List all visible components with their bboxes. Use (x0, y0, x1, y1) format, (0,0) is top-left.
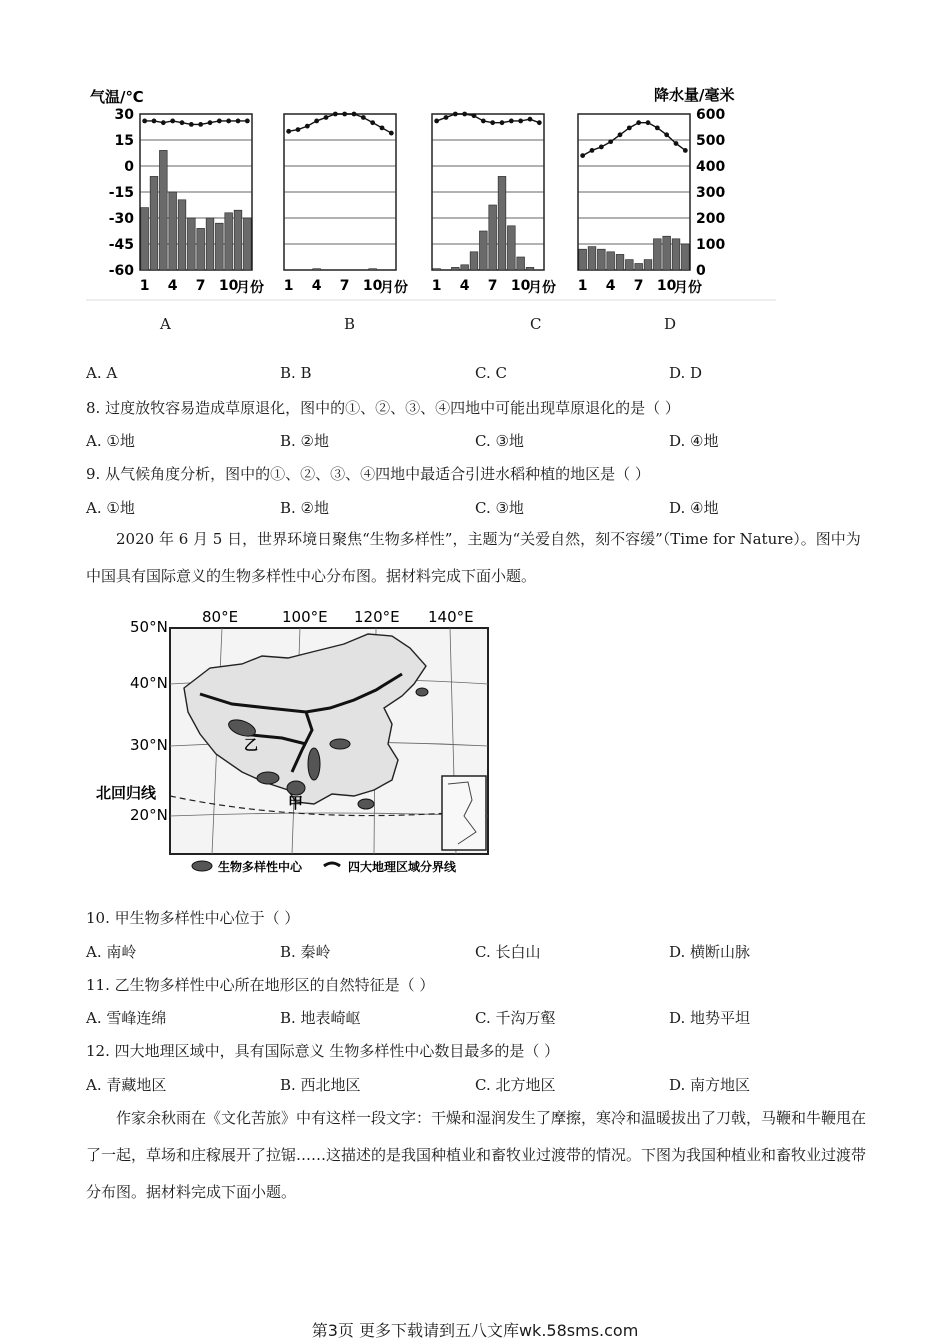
q10-option-d[interactable]: D. 横断山脉 (669, 943, 751, 961)
q9-option-d[interactable]: D. ④地 (669, 499, 719, 517)
temp-tick-label: 15 (114, 133, 134, 149)
precip-bar (579, 249, 587, 270)
south-china-sea-inset (442, 776, 486, 850)
precip-bar (625, 260, 633, 270)
temperature-point (599, 145, 604, 150)
precip-tick-label: 100 (696, 237, 726, 253)
precip-bar (169, 192, 177, 270)
month-tick-label: 7 (195, 278, 206, 294)
temperature-point (342, 112, 347, 117)
q11-option-b[interactable]: B. 地表崎岖 (280, 1009, 361, 1027)
q12-option-b[interactable]: B. 西北地区 (280, 1076, 361, 1094)
precip-bar (526, 267, 534, 270)
precip-bar (653, 239, 661, 270)
climate-chart-a (140, 114, 264, 296)
q9-option-a[interactable]: A. ①地 (86, 499, 135, 517)
precip-bar (243, 218, 251, 270)
q11-option-d[interactable]: D. 地势平坦 (669, 1009, 751, 1027)
lat-label-30n: 30°N (130, 736, 168, 754)
biodiversity-center (416, 688, 428, 696)
map-label-yi: 乙 (244, 738, 258, 754)
month-unit-label: 月份 (380, 280, 408, 296)
precip-bar (433, 269, 441, 270)
temperature-point (180, 120, 185, 125)
precip-bar (588, 247, 596, 270)
precip-bar (517, 257, 525, 270)
temperature-point (664, 132, 669, 137)
precip-bar (672, 239, 680, 270)
temperature-point (683, 148, 688, 153)
chart-label-b: B (344, 315, 356, 333)
q12-option-d[interactable]: D. 南方地区 (669, 1076, 751, 1094)
temperature-point (142, 119, 147, 124)
temp-tick-label: -60 (108, 263, 134, 279)
precip-bar (461, 265, 469, 270)
precip-bar (187, 218, 195, 270)
temperature-point (352, 112, 357, 117)
passage-biodiversity: 2020 年 6 月 5 日，世界环境日聚焦“生物多样性”，主题为“关爱自然，刻不容缓”（Time for Nature）。图中为中国具有国际意义的生物多样性中心分布图。据材料完成下面小题。 (86, 530, 861, 585)
temperature-point (286, 129, 291, 134)
month-tick-label: 7 (633, 278, 644, 294)
biodiversity-center (330, 739, 350, 749)
lat-label-40n: 40°N (130, 674, 168, 692)
month-tick-label: 1 (577, 278, 588, 294)
temperature-point (500, 120, 505, 125)
q7-option-b[interactable]: B. B (280, 364, 312, 382)
q9-option-c[interactable]: C. ③地 (475, 499, 524, 517)
lon-label-140e: 140°E (428, 608, 474, 626)
temp-tick-label: -30 (108, 211, 134, 227)
temperature-point (226, 119, 231, 124)
q10-option-c[interactable]: C. 长白山 (475, 943, 541, 961)
temperature-point (161, 120, 166, 125)
biodiversity-map (92, 604, 502, 876)
temperature-point (509, 119, 514, 124)
temperature-point (170, 119, 175, 124)
month-tick-label: 1 (283, 278, 294, 294)
precip-bar (616, 254, 624, 270)
month-tick-label: 4 (167, 278, 178, 294)
temperature-point (627, 125, 632, 130)
temp-tick-label: 30 (114, 107, 134, 123)
temp-tick-label: -45 (108, 237, 134, 253)
precip-bar (141, 208, 149, 270)
lat-label-50n: 50°N (130, 618, 168, 636)
q9-option-b[interactable]: B. ②地 (280, 499, 330, 517)
precip-bar (635, 264, 643, 271)
temp-tick-label: -15 (108, 185, 134, 201)
q8-option-c[interactable]: C. ③地 (475, 432, 524, 450)
q11-option-c[interactable]: C. 千沟万壑 (475, 1009, 556, 1027)
precip-bar (225, 213, 233, 270)
temperature-point (518, 119, 523, 124)
precip-bar (215, 223, 223, 270)
temperature-point (590, 148, 595, 153)
lat-label-20n: 20°N (130, 806, 168, 824)
biodiversity-center (308, 748, 320, 780)
month-unit-label: 月份 (674, 280, 702, 296)
precip-bar (663, 236, 671, 270)
temperature-point (674, 141, 679, 146)
month-tick-label: 10 (510, 278, 531, 294)
temperature-point (472, 113, 477, 118)
q7-option-c[interactable]: C. C (475, 364, 507, 382)
precip-tick-label: 0 (696, 263, 706, 279)
month-tick-label: 1 (139, 278, 150, 294)
temp-tick-label: 0 (124, 159, 134, 175)
precip-tick-label: 400 (696, 159, 726, 175)
precip-bar (234, 210, 242, 270)
q12-option-c[interactable]: C. 北方地区 (475, 1076, 556, 1094)
q12-option-a[interactable]: A. 青藏地区 (86, 1076, 167, 1094)
temperature-point (655, 125, 660, 130)
climate-chart-b (284, 112, 408, 296)
temperature-point (618, 132, 623, 137)
temperature-point (361, 115, 366, 120)
q9-stem: 9. 从气候角度分析，图中的①、②、③、④四地中最适合引进水稻种植的地区是（ ） (86, 465, 650, 483)
precip-bar (507, 226, 515, 270)
precip-tick-label: 200 (696, 211, 726, 227)
lon-label-120e: 120°E (354, 608, 400, 626)
precip-bar (159, 150, 167, 270)
temperature-point (208, 120, 213, 125)
temperature-point (537, 120, 542, 125)
page-footer: 第3页 更多下载请到五八文库wk.58sms.com (311, 1321, 639, 1340)
passage-transition-zone: 作家余秋雨在《文化苦旅》中有这样一段文字：干燥和湿润发生了摩擦，寒冷和温暖拔出了刀戟，马鞭和牛鞭甩在了一起，草场和庄稼展开了拉锯……这描述的是我国种植业和畜牧业过渡带的情况。下图为我国种植业和畜牧业过渡带分布图。据材料完成下面小题。 (86, 1109, 867, 1201)
temp-axis-title: 气温/℃ (90, 88, 144, 106)
climate-charts-figure (86, 84, 786, 304)
temperature-point (646, 120, 651, 125)
temperature-point (481, 119, 486, 124)
precip-bar (206, 218, 214, 270)
precip-bar (470, 252, 478, 270)
temperature-point (314, 119, 319, 124)
biodiversity-center (358, 799, 374, 809)
temperature-point (189, 122, 194, 127)
month-tick-label: 4 (605, 278, 616, 294)
precip-bar (178, 200, 186, 270)
lon-label-80e: 80°E (202, 608, 239, 626)
climate-chart-c (432, 112, 556, 296)
month-tick-label: 7 (487, 278, 498, 294)
precip-bar (451, 267, 459, 270)
temperature-point (453, 112, 458, 117)
month-tick-label: 10 (362, 278, 383, 294)
precip-bar (489, 205, 497, 270)
temperature-point (528, 117, 533, 122)
biodiversity-center (287, 781, 305, 795)
precip-axis-ticks (696, 107, 725, 279)
precip-bar (313, 269, 321, 270)
legend-line-swatch (324, 863, 340, 866)
q10-stem: 10. 甲生物多样性中心位于（ ） (86, 909, 300, 927)
chart-label-c: C (530, 315, 542, 333)
map-label-jia: 甲 (288, 794, 304, 812)
precip-tick-label: 600 (696, 107, 726, 123)
temperature-point (296, 127, 301, 132)
tropic-of-cancer-label: 北回归线 (96, 784, 157, 802)
precip-bar (479, 231, 487, 270)
month-tick-label: 7 (339, 278, 350, 294)
q10-option-a[interactable]: A. 南岭 (86, 943, 137, 961)
temperature-point (490, 120, 495, 125)
precip-bar (197, 228, 205, 270)
month-tick-label: 10 (656, 278, 677, 294)
legend-center-label: 生物多样性中心 (218, 860, 303, 874)
precip-bar (369, 269, 377, 270)
q8-stem: 8. 过度放牧容易造成草原退化，图中的①、②、③、④四地中可能出现草原退化的是（ ） (86, 399, 680, 417)
chart-label-a: A (160, 315, 171, 333)
precip-bar (498, 176, 506, 270)
precip-bar (681, 244, 689, 270)
temperature-point (608, 139, 613, 144)
month-tick-label: 1 (431, 278, 442, 294)
q11-stem: 11. 乙生物多样性中心所在地形区的自然特征是（ ） (86, 976, 435, 994)
chart-panels (140, 112, 702, 296)
temperature-point (152, 119, 157, 124)
chart-label-d: D (664, 315, 677, 333)
temperature-point (434, 119, 439, 124)
temperature-point (462, 112, 467, 117)
q12-stem: 12. 四大地理区域中，具有国际意义 生物多样性中心数目最多的是（ ） (86, 1042, 560, 1060)
temperature-point (245, 119, 250, 124)
precip-axis-title: 降水量/毫米 (654, 86, 735, 104)
q8-option-a[interactable]: A. ①地 (86, 432, 135, 450)
precip-tick-label: 300 (696, 185, 726, 201)
temperature-point (380, 125, 385, 130)
precip-bar (150, 176, 158, 270)
temperature-point (636, 120, 641, 125)
precip-bar (597, 249, 605, 270)
temperature-point (236, 119, 241, 124)
month-unit-label: 月份 (236, 280, 264, 296)
temp-axis-ticks (109, 107, 135, 279)
climate-chart-d (578, 114, 702, 296)
legend-center-swatch (192, 861, 212, 871)
month-tick-label: 10 (218, 278, 239, 294)
q11-option-a[interactable]: A. 雪峰连绵 (86, 1009, 167, 1027)
q10-option-b[interactable]: B. 秦岭 (280, 943, 331, 961)
q8-option-d[interactable]: D. ④地 (669, 432, 719, 450)
month-tick-label: 4 (459, 278, 470, 294)
legend-line-label: 四大地理区域分界线 (348, 860, 457, 874)
precip-bar (644, 260, 652, 270)
precip-tick-label: 500 (696, 133, 726, 149)
q7-option-a[interactable]: A. A (86, 364, 118, 382)
temperature-point (333, 112, 338, 117)
temperature-point (198, 122, 203, 127)
precip-bar (607, 252, 615, 270)
temperature-point (444, 115, 449, 120)
q8-option-b[interactable]: B. ②地 (280, 432, 330, 450)
temperature-point (305, 124, 310, 129)
month-unit-label: 月份 (528, 280, 556, 296)
temperature-point (370, 120, 375, 125)
temperature-point (217, 119, 222, 124)
biodiversity-center (257, 772, 279, 784)
temperature-point (389, 131, 394, 136)
q7-option-d[interactable]: D. D (669, 364, 703, 382)
lon-label-100e: 100°E (282, 608, 328, 626)
temperature-point (580, 153, 585, 158)
month-tick-label: 4 (311, 278, 322, 294)
temperature-point (324, 115, 329, 120)
